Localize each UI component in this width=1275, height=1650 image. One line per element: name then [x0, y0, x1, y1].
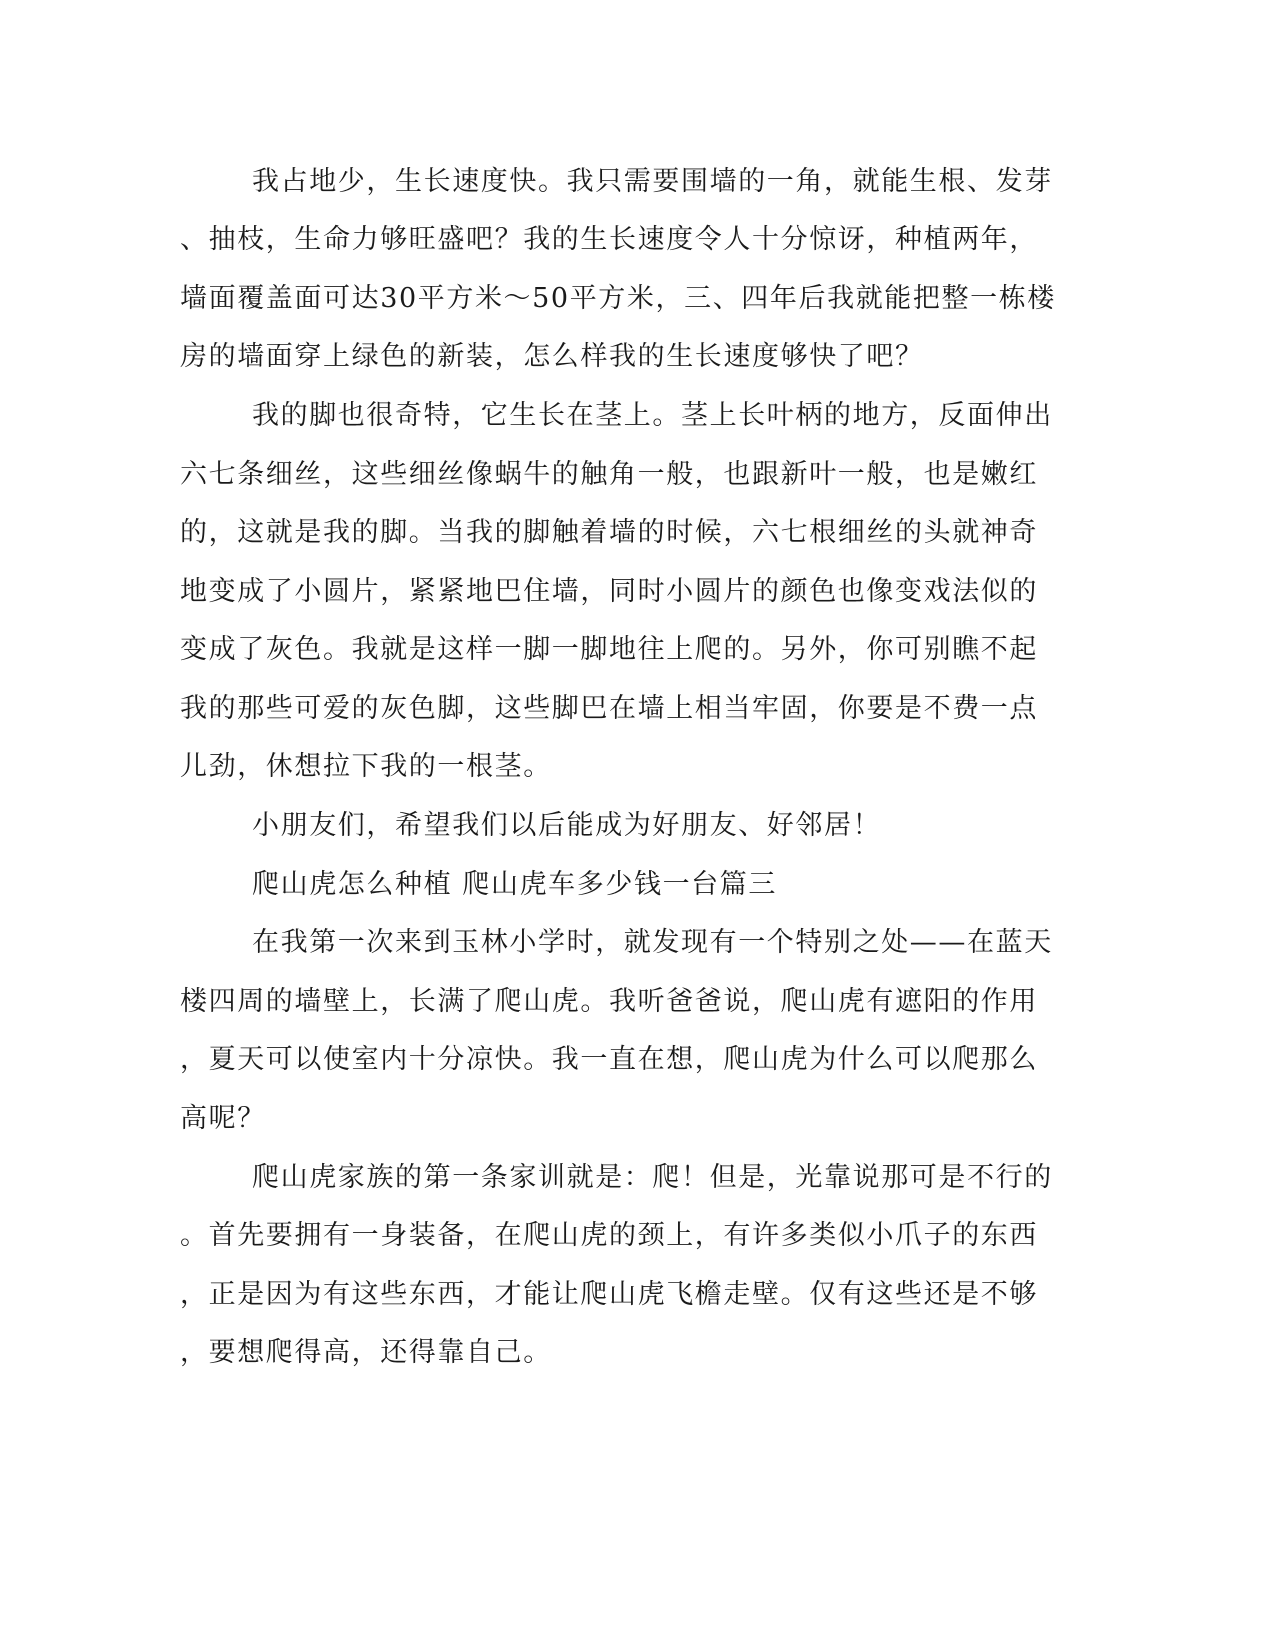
text-line: 房的墙面穿上绿色的新装，怎么样我的生长速度够快了吧？ [180, 341, 924, 372]
text-line: 高呢？ [180, 1103, 266, 1134]
text-line: 在我第一次来到玉林小学时，就发现有一个特别之处——在蓝天 [252, 927, 1053, 958]
text-line: 。首先要拥有一身装备，在爬山虎的颈上，有许多类似小爪子的东西 [180, 1220, 1038, 1251]
text-line: 小朋友们，希望我们以后能成为好朋友、好邻居！ [252, 810, 882, 841]
text-line: 的，这就是我的脚。当我的脚触着墙的时候，六七根细丝的头就神奇 [180, 517, 1038, 548]
text-line: ，正是因为有这些东西，才能让爬山虎飞檐走壁。仅有这些还是不够 [180, 1279, 1038, 1310]
text-line: 楼四周的墙壁上，长满了爬山虎。我听爸爸说，爬山虎有遮阳的作用 [180, 986, 1038, 1017]
text-line: 爬山虎家族的第一条家训就是：爬！但是，光靠说那可是不行的 [252, 1162, 1053, 1193]
text-line: 地变成了小圆片，紧紧地巴住墙，同时小圆片的颜色也像变戏法似的 [180, 576, 1038, 607]
text-line: 我的脚也很奇特，它生长在茎上。茎上长叶柄的地方，反面伸出 [252, 400, 1053, 431]
text-line: 儿劲，休想拉下我的一根茎。 [180, 751, 552, 782]
text-line: 我的那些可爱的灰色脚，这些脚巴在墙上相当牢固，你要是不费一点 [180, 693, 1038, 724]
text-line: 变成了灰色。我就是这样一脚一脚地往上爬的。另外，你可别瞧不起 [180, 634, 1038, 665]
section-heading: 爬山虎怎么种植 爬山虎车多少钱一台篇三 [252, 869, 777, 900]
text-line: 六七条细丝，这些细丝像蜗牛的触角一般，也跟新叶一般，也是嫩红 [180, 459, 1038, 490]
text-line: 、抽枝，生命力够旺盛吧？我的生长速度令人十分惊讶，种植两年， [180, 224, 1038, 255]
text-line: 墙面覆盖面可达30平方米～50平方米，三、四年后我就能把整一栋楼 [180, 283, 1056, 314]
text-line: ，要想爬得高，还得靠自己。 [180, 1337, 552, 1368]
text-line: 我占地少，生长速度快。我只需要围墙的一角，就能生根、发芽 [252, 166, 1053, 197]
text-line: ，夏天可以使室内十分凉快。我一直在想，爬山虎为什么可以爬那么 [180, 1044, 1038, 1075]
